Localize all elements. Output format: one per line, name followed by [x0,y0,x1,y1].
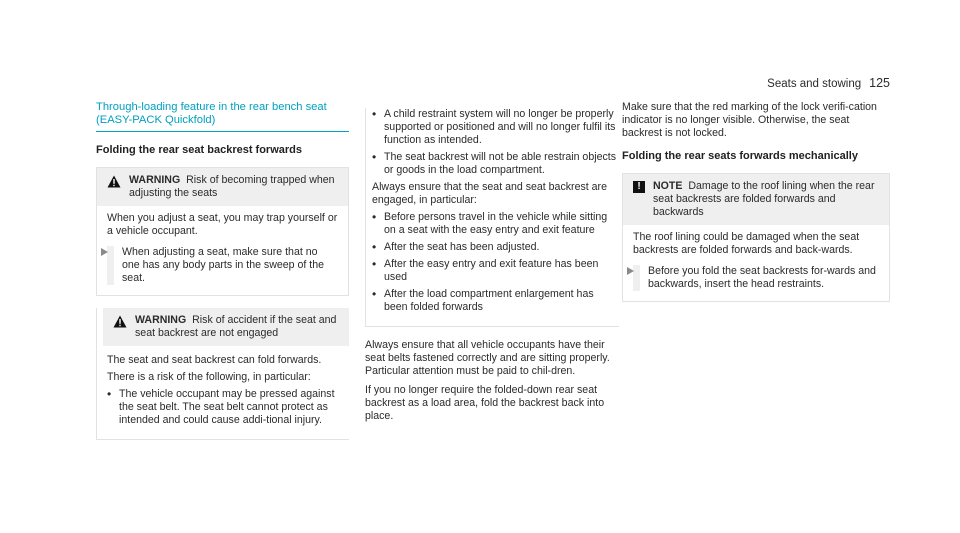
note-text: Damage to the roof lining when the rear seat backrests are folded forwards and backwards [653,180,875,218]
warning-text: Risk of accident if the seat and seat backrest are not engaged [135,314,337,339]
bullet-list [372,108,619,177]
paragraph: Make sure that the red marking of the lock verifi-cation indicator is no longer visible. Otherwise, the seat backrest is not locked. [622,101,877,139]
list-item: • After the load compartment enlargement has been folded forwards [372,288,619,314]
warning-body-text: There is a risk of the following, in particular: [107,371,311,383]
exclamation-icon: ! [633,181,645,193]
bullet-list [107,388,345,427]
warning-triangle-icon [107,175,121,188]
subheading: Folding the rear seat backrest forwards [96,144,303,156]
instruction-step [633,265,879,291]
warning-panel-accident [96,308,349,440]
note-body-text: The roof lining could be damaged when the seat backrests are folded forwards and back-wards. [633,231,860,256]
warning-body-text: When you adjust a seat, you may trap yourself or a vehicle occupant. [107,212,338,237]
bullet-list [372,211,619,314]
warning-header [97,168,348,206]
warning-continuation-panel [365,108,619,327]
step-text: When adjusting a seat, make sure that no one has any body parts in the sweep of the seat. [122,246,325,284]
note-header [623,174,889,225]
column-3 [622,101,890,302]
warning-triangle-icon [113,315,127,328]
list-item: • The seat backrest will not be able restrain objects or goods in the load compartment. [372,151,619,177]
note-body [623,225,889,301]
paragraph: If you no longer require the folded-down rear seat backrest as a load area, fold the backrest back into place. [365,384,605,422]
list-item: • After the seat has been adjusted. [372,241,619,254]
page-number: 125 [869,76,890,90]
warning-label: WARNING [135,314,187,326]
list-item: • The vehicle occupant may be pressed against the seat belt. The seat belt cannot protect as intended and could cause addi-tional injury. [107,388,345,427]
warning-body-text: The seat and seat backrest can fold forwards. [107,354,322,366]
column-2 [365,106,619,429]
warning-header [103,308,349,346]
subheading: Folding the rear seats forwards mechanically [622,150,858,162]
note-label: NOTE [653,180,683,192]
note-box [622,173,890,302]
step-text: Before you fold the seat backrests for-wards and backwards, insert the head restraints. [648,265,876,290]
column-1 [96,101,349,452]
paragraph: Always ensure that the seat and seat backrest are engaged, in particular: [372,181,607,206]
paragraph: Always ensure that all vehicle occupants have their seat belts fastened correctly and are sitting properly. Particular attention must be paid to chil-dren. [365,339,610,377]
section-title-line1: Through-loading feature in the rear bench seat [96,101,327,113]
warning-text: Risk of becoming trapped when adjusting the seats [129,174,335,199]
warning-body [97,206,348,295]
step-arrow-icon [627,267,634,275]
section-title [96,101,349,132]
list-item: • A child restraint system will no longer be properly supported or positioned and will no longer fulfil its function as intended. [372,108,619,147]
warning-box-trapped [96,167,349,296]
step-arrow-icon [101,248,108,256]
section-title-line2: (EASY-PACK Quickfold) [96,114,216,126]
warning-label: WARNING [129,174,181,186]
list-item: • After the easy entry and exit feature has been used [372,258,619,284]
page-header [760,76,890,90]
section-name: Seats and stowing [767,78,862,90]
list-item: • Before persons travel in the vehicle while sitting on a seat with the easy entry and exit feature [372,211,619,237]
instruction-step [107,246,338,285]
